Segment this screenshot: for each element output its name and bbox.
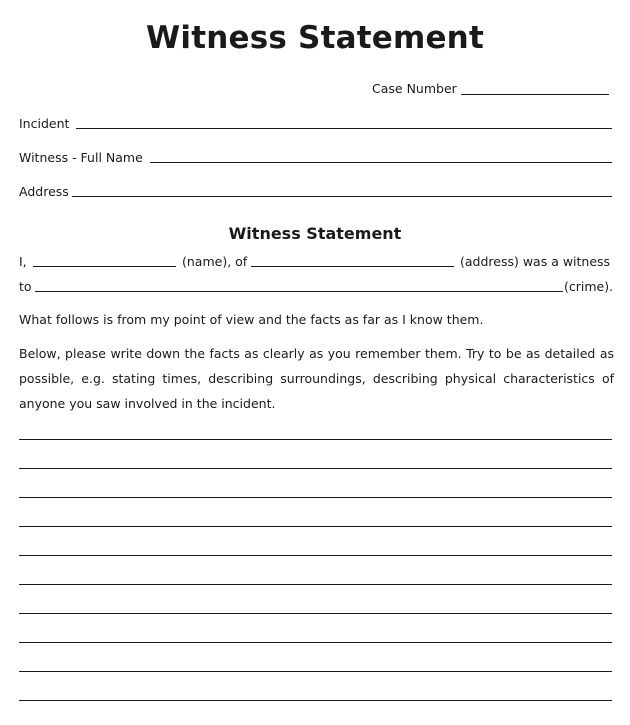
writing-line[interactable] xyxy=(19,584,612,585)
crime-label: (crime). xyxy=(564,279,614,294)
to-label: to xyxy=(19,279,32,294)
witness-name-label: Witness - Full Name xyxy=(19,150,143,165)
intro-paragraph: What follows is from my point of view and the facts as far as I know them. xyxy=(19,312,484,327)
writing-line[interactable] xyxy=(19,526,612,527)
statement-address-field[interactable] xyxy=(251,266,454,267)
incident-field[interactable] xyxy=(76,128,612,129)
witness-name-field[interactable] xyxy=(150,162,612,163)
name-label: (name), of xyxy=(182,254,248,269)
instructions-paragraph: Below, please write down the facts as clearly as you remember them. Try to be as detailed as possible, e.g. stating times, describing surroundings, describing physical characteristics of anyone you saw involved in the incident. xyxy=(19,346,614,411)
writing-line[interactable] xyxy=(19,613,612,614)
statement-heading: Witness Statement xyxy=(228,224,402,243)
case-number-field[interactable] xyxy=(461,94,609,95)
page-title: Witness Statement xyxy=(146,20,484,56)
writing-line[interactable] xyxy=(19,468,612,469)
case-number-label: Case Number xyxy=(372,81,457,96)
writing-line[interactable] xyxy=(19,700,612,701)
writing-line[interactable] xyxy=(19,497,612,498)
writing-line[interactable] xyxy=(19,642,612,643)
i-label: I, xyxy=(19,254,27,269)
address-label: Address xyxy=(19,184,69,199)
writing-line[interactable] xyxy=(19,439,612,440)
writing-line[interactable] xyxy=(19,555,612,556)
incident-label: Incident xyxy=(19,116,70,131)
crime-field[interactable] xyxy=(35,291,563,292)
statement-name-field[interactable] xyxy=(33,266,176,267)
writing-line[interactable] xyxy=(19,671,612,672)
witness-suffix-label: (address) was a witness xyxy=(460,254,611,269)
address-field[interactable] xyxy=(72,196,612,197)
